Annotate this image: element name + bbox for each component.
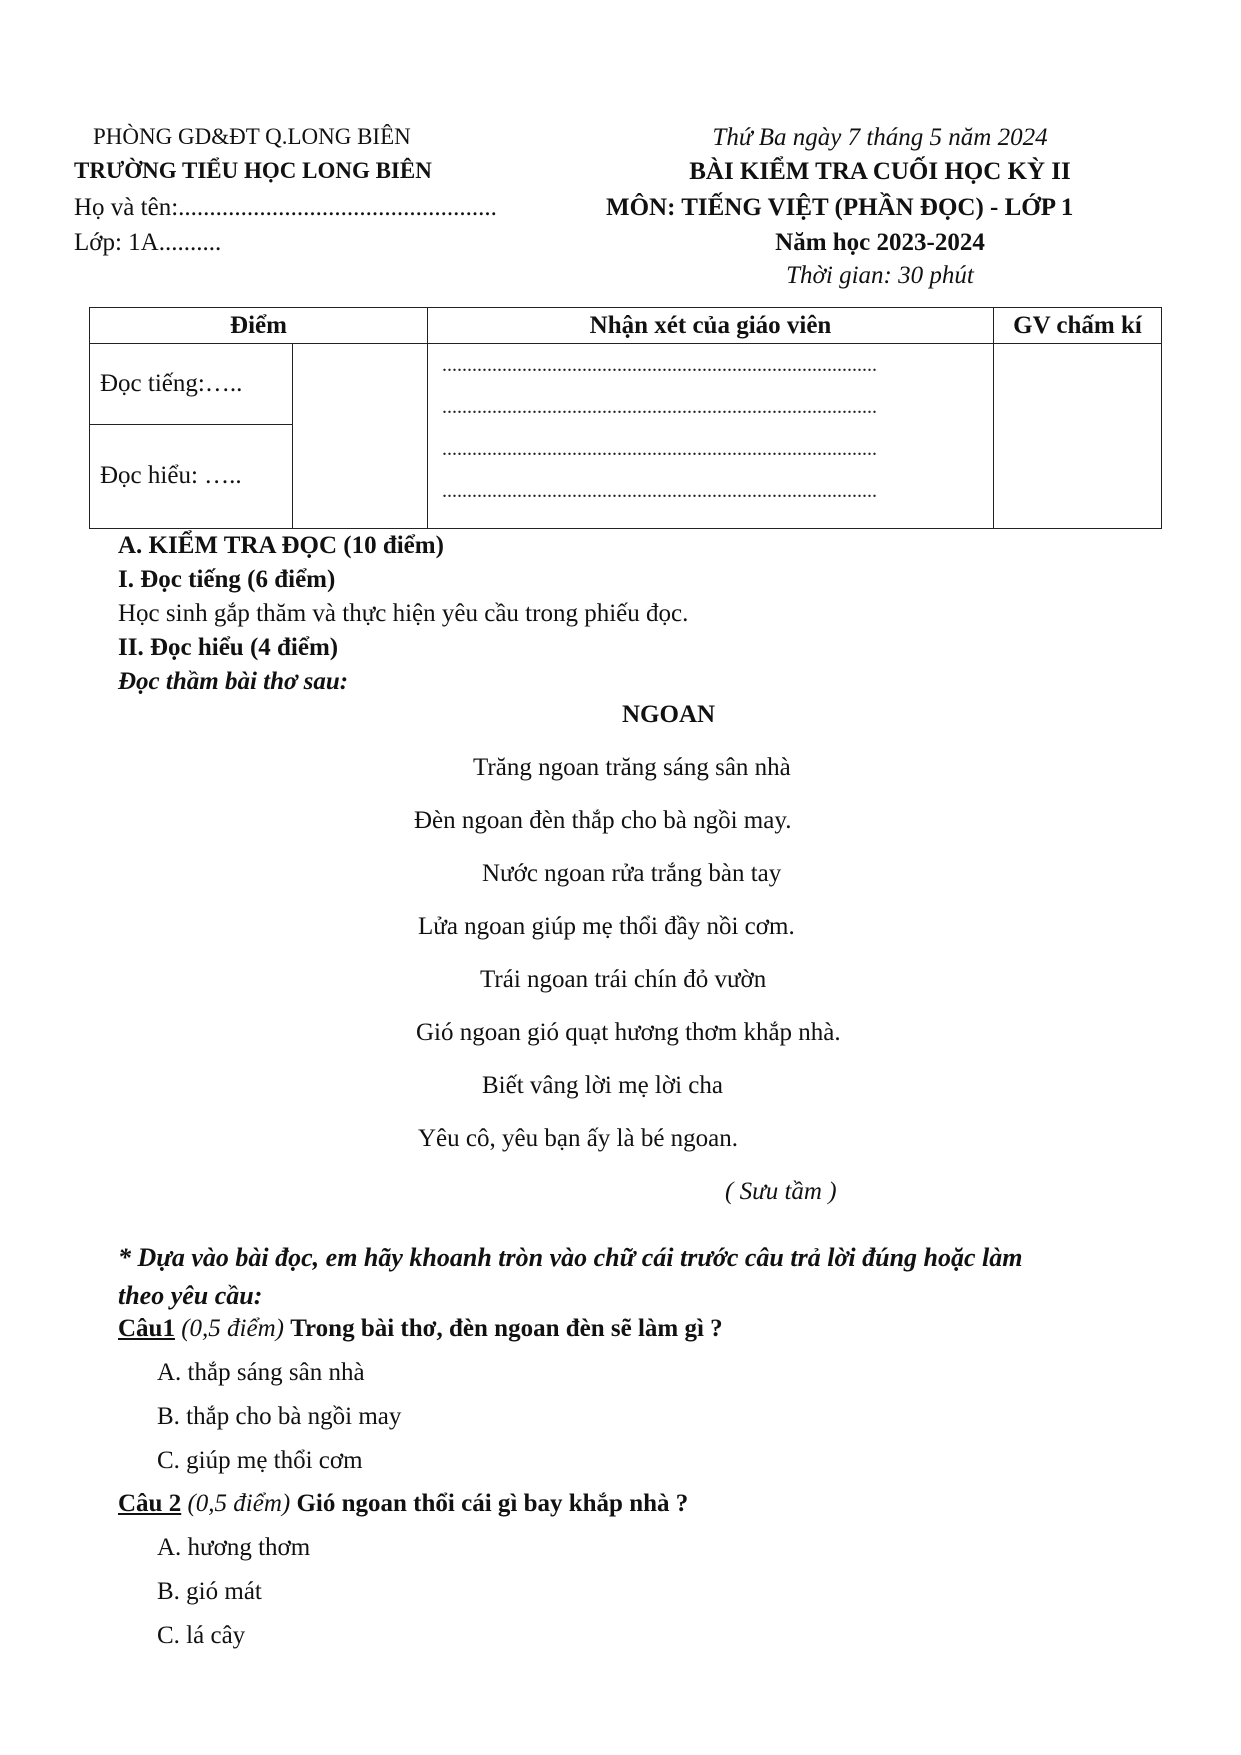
signature-column-header: GV chấm kí (994, 308, 1162, 344)
question-1-label: Câu1 (118, 1315, 175, 1342)
grade-table (89, 307, 1162, 529)
student-class-field[interactable]: Lớp: 1A.......... (74, 229, 222, 256)
score-column-header: Điểm (90, 308, 428, 344)
poem-source: ( Sưu tầm ) (725, 1178, 837, 1205)
question-1-option-a[interactable]: A. thắp sáng sân nhà (157, 1359, 365, 1386)
instruction-line-1: * Dựa vào bài đọc, em hãy khoanh tròn vào chữ cái trước câu trả lời đúng hoặc làm (118, 1243, 1023, 1272)
poem-line-7: Biết vâng lời mẹ lời cha (482, 1072, 723, 1099)
department-name: PHÒNG GD&ĐT Q.LONG BIÊN (93, 124, 411, 149)
exam-date: Thứ Ba ngày 7 tháng 5 năm 2024 (712, 124, 1048, 151)
exam-subject: MÔN: TIẾNG VIỆT (PHẦN ĐỌC) - LỚP 1 (606, 194, 1074, 221)
comment-line-3: ....................................................................................... (442, 438, 877, 461)
teacher-comment-cell[interactable] (428, 344, 994, 529)
comment-column-header: Nhận xét của giáo viên (428, 308, 994, 344)
question-2-label: Câu 2 (118, 1490, 182, 1517)
reading-comprehension-score-label: Đọc hiểu: ….. (90, 424, 293, 528)
comment-line-1: ....................................................................................... (442, 354, 877, 377)
exam-duration: Thời gian: 30 phút (786, 262, 974, 289)
poem-line-3: Nước ngoan rửa trắng bàn tay (482, 860, 782, 887)
question-2-text: Gió ngoan thổi cái gì bay khắp nhà ? (296, 1490, 689, 1517)
question-2-option-c[interactable]: C. lá cây (157, 1622, 246, 1649)
total-score-cell[interactable] (293, 344, 428, 529)
question-1-option-b[interactable]: B. thắp cho bà ngồi may (157, 1403, 402, 1430)
reading-aloud-score-label: Đọc tiếng:….. (90, 344, 293, 424)
school-name: TRƯỜNG TIỂU HỌC LONG BIÊN (74, 158, 432, 183)
question-2 (118, 1490, 688, 1518)
part1-instruction: Học sinh gắp thăm và thực hiện yêu cầu trong phiếu đọc. (118, 600, 689, 627)
question-2-option-a[interactable]: A. hương thơm (157, 1534, 311, 1561)
question-2-option-b[interactable]: B. gió mát (157, 1578, 262, 1605)
part1-title: I. Đọc tiếng (6 điểm) (118, 566, 336, 593)
question-2-points: (0,5 điểm) (181, 1490, 297, 1517)
poem-line-4: Lửa ngoan giúp mẹ thổi đầy nồi cơm. (418, 913, 795, 940)
school-year: Năm học 2023-2024 (775, 229, 985, 256)
instruction-line-2: theo yêu cầu: (118, 1281, 263, 1310)
exam-title: BÀI KIỂM TRA CUỐI HỌC KỲ II (689, 158, 1071, 185)
question-1-points: (0,5 điểm) (174, 1315, 291, 1342)
comment-line-2: ....................................................................................... (442, 396, 877, 419)
poem-line-1: Trăng ngoan trăng sáng sân nhà (473, 754, 791, 781)
question-1 (118, 1315, 723, 1343)
comment-line-4: ....................................................................................... (442, 480, 877, 503)
poem-title: NGOAN (622, 701, 716, 728)
student-name-field[interactable]: Họ và tên:................................................... (74, 194, 497, 221)
poem-line-2: Đèn ngoan đèn thắp cho bà ngồi may. (414, 807, 792, 834)
section-a-title: A. KIỂM TRA ĐỌC (10 điểm) (118, 532, 444, 559)
poem-line-6: Gió ngoan gió quạt hương thơm khắp nhà. (416, 1019, 841, 1046)
teacher-signature-cell[interactable] (994, 344, 1162, 529)
part2-instruction: Đọc thầm bài thơ sau: (118, 668, 349, 695)
question-1-text: Trong bài thơ, đèn ngoan đèn sẽ làm gì ? (290, 1315, 723, 1342)
poem-line-8: Yêu cô, yêu bạn ấy là bé ngoan. (418, 1125, 739, 1152)
poem-line-5: Trái ngoan trái chín đỏ vườn (480, 966, 767, 993)
question-1-option-c[interactable]: C. giúp mẹ thổi cơm (157, 1447, 363, 1474)
part2-title: II. Đọc hiểu (4 điểm) (118, 634, 339, 661)
